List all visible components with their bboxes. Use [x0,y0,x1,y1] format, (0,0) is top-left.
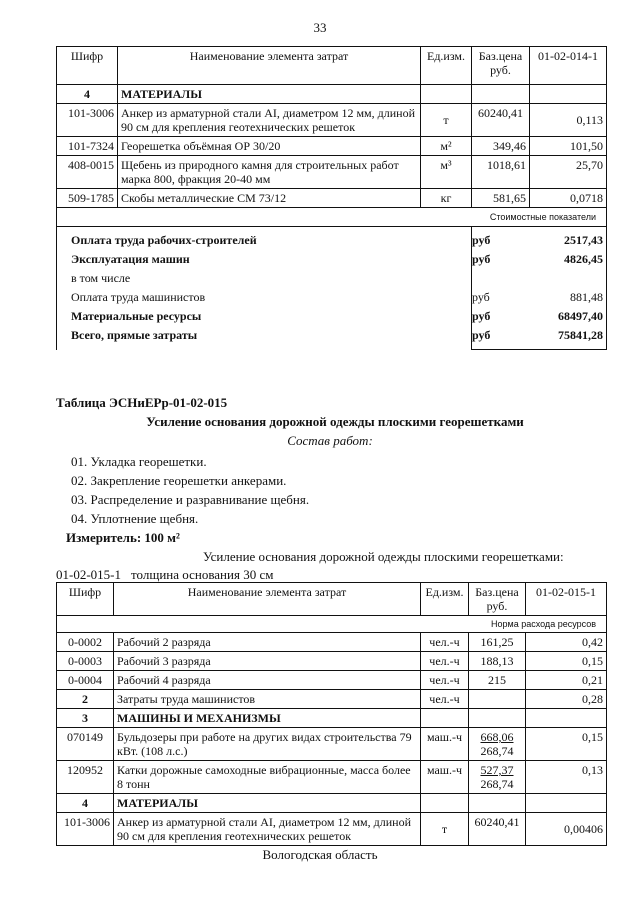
header-unit: Ед.изм. [421,47,472,85]
table-row [57,761,607,794]
cost-name: Всего, прямые затраты [71,328,198,342]
work-item: 02. Закрепление георешетки анкерами. [71,473,287,488]
table-row [57,137,607,156]
measurer: Измеритель: 100 м² [66,530,180,545]
row-name: Щебень из природного камня для строительных работ марка 800, фракция 20-40 мм [118,156,421,189]
table-row [57,633,607,652]
row-code: 509-1785 [57,189,118,208]
row-value: 0,13 [526,761,607,794]
work-item: 04. Уплотнение щебня. [71,511,199,526]
description-line-2: толщина основания 30 см [131,567,274,582]
table-row [57,728,607,761]
row-value: 0,15 [526,728,607,761]
row-code: 0-0003 [57,652,114,671]
row-code: 101-7324 [57,137,118,156]
table-row [57,652,607,671]
row-code: 0-0004 [57,671,114,690]
row-price: 581,65 [472,189,530,208]
header-unit: Ед.изм. [421,583,469,616]
cost-unit: руб [472,328,491,342]
row-name: Анкер из арматурной стали AI, диаметром 12 мм, длиной 90 см для крепления геотехнических решеток [118,104,421,137]
row-price: 188,13 [469,652,526,671]
table-row [57,671,607,690]
row-code: 101-3006 [57,104,118,137]
row-value: 0,00406 [526,813,607,846]
cost-value [532,271,603,290]
resource-table-2 [56,582,607,846]
row-unit: чел.-ч [421,671,469,690]
row-unit: т [421,813,469,846]
row-code: 120952 [57,761,114,794]
row-unit: чел.-ч [421,652,469,671]
row-code: 408-0015 [57,156,118,189]
row-unit: маш.-ч [421,728,469,761]
row-code: 101-3006 [57,813,114,846]
section-code: 3 [57,709,114,728]
row-price: 60240,41 [469,813,526,846]
header-name: Наименование элемента затрат [118,47,421,85]
row-value: 25,70 [530,156,607,189]
cost-name: в том числе [71,271,131,285]
row-unit: т [421,104,472,137]
page-footer: Вологодская область [262,847,378,862]
table-row [57,813,607,846]
cost-unit [472,271,532,290]
row-name: Катки дорожные самоходные вибрационные, масса более 8 тонн [114,761,421,794]
row-price [469,761,526,794]
row-price: 60240,41 [472,104,530,137]
description-code: 01-02-015-1 [56,567,121,582]
header-norm-code: 01-02-015-1 [526,583,607,616]
row-value: 101,50 [530,137,607,156]
row-name: Бульдозеры при работе на других видах строительства 79 кВт. (108 л.с.) [114,728,421,761]
row-value: 0,113 [530,104,607,137]
row-value: 0,21 [526,671,607,690]
row-value: 0,15 [526,652,607,671]
cost-unit: руб [472,233,491,247]
row-value: 0,42 [526,633,607,652]
price-total: 668,06 [480,730,514,744]
table-subtitle: Усиление основания дорожной одежды плоскими георешетками [146,414,524,429]
header-price: Баз.цена руб. [469,583,526,616]
cost-value: 2517,43 [564,233,603,247]
table-row [57,690,607,709]
row-name: Георешетка объёмная ОР 30/20 [118,137,421,156]
section-title: МАТЕРИАЛЫ [114,794,421,813]
row-name: Скобы металлические СМ 73/12 [118,189,421,208]
section-code: 4 [57,794,114,813]
cost-unit: руб [472,252,491,266]
section-title: МАТЕРИАЛЫ [118,85,421,104]
cost-value: 4826,45 [564,252,603,266]
row-price: 349,46 [472,137,530,156]
row-value: 0,28 [526,690,607,709]
section-code: 4 [57,85,118,104]
row-code: 2 [57,690,114,709]
cost-values [472,227,607,350]
row-code: 070149 [57,728,114,761]
row-name: Анкер из арматурной стали AI, диаметром 12 мм, длиной 90 см для крепления геотехнических решеток [114,813,421,846]
row-value: 0,0718 [530,189,607,208]
cost-name: Эксплуатация машин [71,252,190,266]
header-code: Шифр [57,47,118,85]
table-title: Таблица ЭСНиЕРр-01-02-015 [56,395,228,410]
header-price: Баз.цена руб. [472,47,530,85]
header-code: Шифр [57,583,114,616]
resource-table-1 [56,46,607,350]
work-item: 01. Укладка георешетки. [71,454,207,469]
cost-unit: руб [472,290,490,304]
row-price: 215 [469,671,526,690]
row-unit: маш.-ч [421,761,469,794]
cost-name: Материальные ресурсы [71,309,202,323]
row-price [469,690,526,709]
row-price: 1018,61 [472,156,530,189]
work-item: 03. Распределение и разравнивание щебня. [71,492,310,507]
work-composition-header: Состав работ: [287,433,373,448]
row-name: Рабочий 4 разряда [114,671,421,690]
cost-value: 68497,40 [558,309,603,323]
cost-unit: руб [472,309,491,323]
row-price [469,728,526,761]
row-name: Рабочий 2 разряда [114,633,421,652]
row-unit: чел.-ч [421,633,469,652]
row-name: Рабочий 3 разряда [114,652,421,671]
table-row [57,156,607,189]
header-name: Наименование элемента затрат [114,583,421,616]
cost-value: 881,48 [570,290,603,304]
table-row [57,104,607,137]
row-unit: м² [421,137,472,156]
page-number: 33 [313,20,327,35]
row-unit: чел.-ч [421,690,469,709]
header-norm-code: 01-02-014-1 [530,47,607,85]
cost-names [57,227,472,350]
cost-value: 75841,28 [558,328,603,342]
row-code: 0-0002 [57,633,114,652]
price-total: 527,37 [480,763,514,777]
table-row [57,189,607,208]
row-name: Затраты труда машинистов [114,690,421,709]
cost-name: Оплата труда машинистов [71,290,206,304]
row-price: 161,25 [469,633,526,652]
cost-name: Оплата труда рабочих-строителей [71,233,257,247]
cost-indicators-header: Стоимостные показатели [57,208,607,227]
price-machinist: 268,74 [480,744,514,758]
norm-header: Норма расхода ресурсов [57,616,607,633]
row-unit: м³ [421,156,472,189]
section-title: МАШИНЫ И МЕХАНИЗМЫ [114,709,421,728]
description-line-1: Усиление основания дорожной одежды плоскими георешетками: [203,549,564,564]
row-unit: кг [421,189,472,208]
price-machinist: 268,74 [480,777,514,791]
